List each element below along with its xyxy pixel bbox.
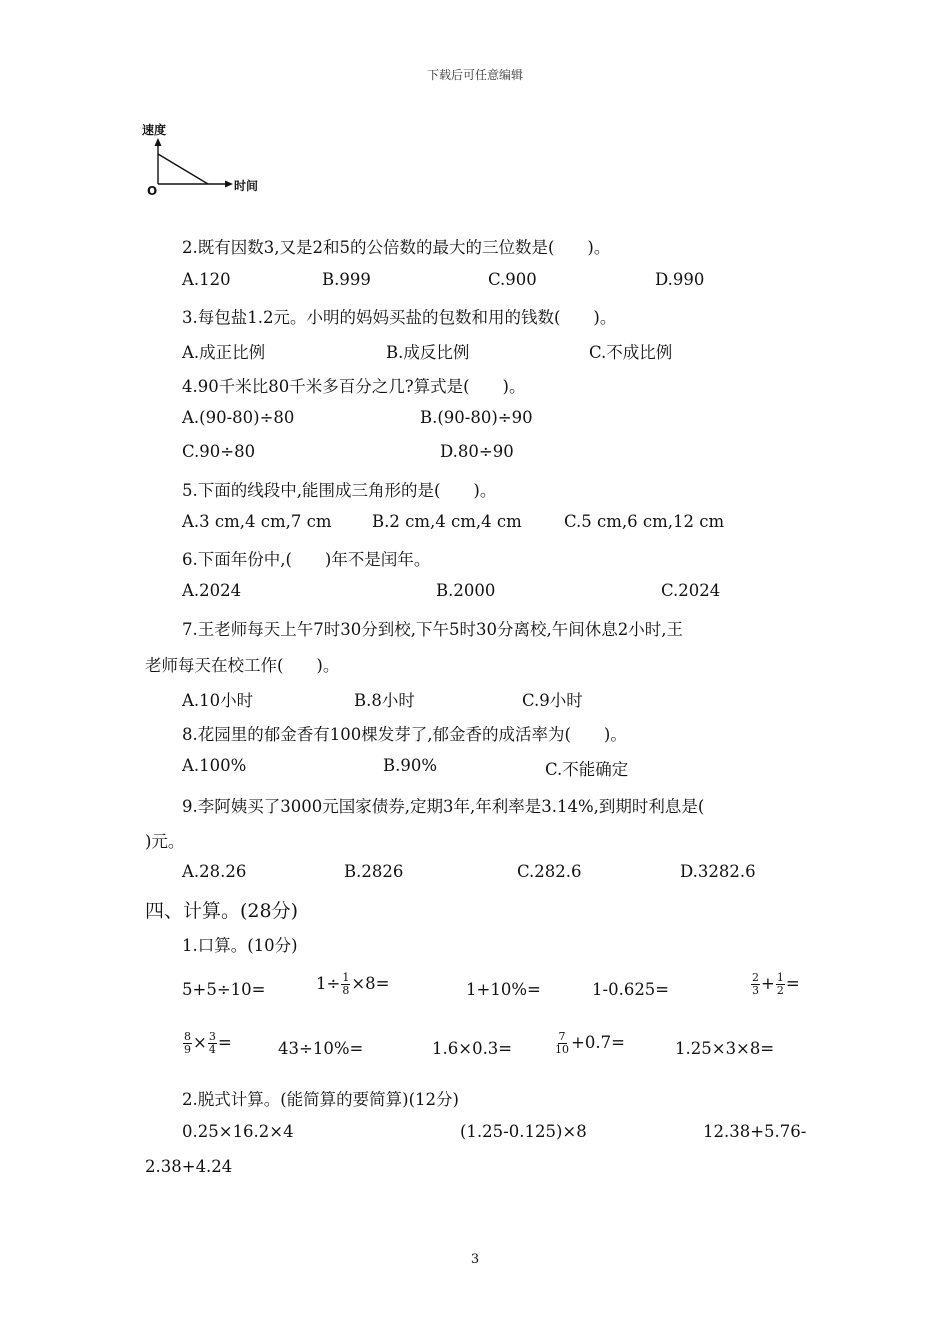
q2-option-c: C.900 — [488, 270, 537, 289]
q5-option-b: B.2 cm,4 cm,4 cm — [372, 512, 522, 531]
denominator: 8 — [342, 984, 350, 997]
q9-option-c: C.282.6 — [517, 862, 582, 881]
operator: × — [193, 1033, 207, 1052]
numerator: 8 — [184, 1030, 191, 1043]
question-9-stem-line1: 9.李阿姨买了3000元国家债券,定期3年,年利率是3.14%,到期时利息是( — [182, 797, 705, 816]
calc-r1-e2 — [316, 972, 389, 997]
q4-option-b: B.(90-80)÷90 — [420, 408, 533, 427]
q7-option-a: A.10小时 — [182, 691, 254, 710]
q6-option-c: C.2024 — [661, 581, 721, 600]
fraction — [554, 1031, 570, 1056]
fraction — [208, 1031, 217, 1056]
q8-option-b: B.90% — [383, 756, 438, 775]
calc-r2-e1 — [182, 1031, 232, 1056]
q8-option-a: A.100% — [182, 756, 247, 775]
fraction — [751, 972, 760, 997]
numerator: 3 — [208, 1030, 216, 1043]
q7-option-b: B.8小时 — [354, 691, 415, 710]
step-calc-e3-line1: 12.38+5.76- — [703, 1122, 807, 1141]
numerator: 7 — [558, 1030, 566, 1043]
fraction — [776, 972, 785, 997]
question-9-stem-line2: )元。 — [145, 832, 185, 851]
q9-option-d: D.3282.6 — [680, 862, 756, 881]
calc-r2-e4-post: +0.7= — [571, 1033, 625, 1052]
equals: = — [217, 1033, 232, 1052]
question-7-stem-line2: 老师每天在校工作( )。 — [145, 656, 340, 675]
q3-option-b: B.成反比例 — [386, 343, 470, 362]
question-5-stem: 5.下面的线段中,能围成三角形的是( )。 — [182, 481, 497, 500]
denominator: 2 — [776, 984, 784, 997]
q6-option-a: A.2024 — [182, 581, 242, 600]
calc-r2-e4 — [553, 1031, 625, 1056]
q4-option-d: D.80÷90 — [440, 442, 514, 461]
calc-r2-e5: 1.25×3×8= — [675, 1039, 775, 1058]
x-axis-label: 时间 — [234, 179, 259, 193]
calc-r1-e2-pre: 1÷ — [316, 974, 341, 993]
step-calc-e3-line2: 2.38+4.24 — [145, 1157, 233, 1176]
denominator: 9 — [184, 1043, 191, 1056]
page-header: 下载后可任意编辑 — [426, 68, 523, 82]
calc-r1-e1: 5+5÷10= — [182, 980, 266, 999]
x-axis-arrow — [225, 181, 233, 188]
question-7-stem-line1: 7.王老师每天上午7时30分到校,下午5时30分离校,午间休息2小时,王 — [182, 620, 683, 639]
denominator: 3 — [752, 984, 759, 997]
y-axis-arrow — [155, 138, 162, 146]
speed-time-graph — [138, 118, 278, 203]
q2-option-a: A.120 — [182, 270, 231, 289]
calc-r1-e2-post: ×8= — [351, 974, 390, 993]
fraction — [341, 972, 350, 997]
part-1-title: 1.口算。(10分) — [182, 936, 298, 955]
denominator: 10 — [555, 1043, 569, 1056]
denominator: 4 — [208, 1043, 216, 1056]
q3-option-c: C.不成比例 — [589, 343, 673, 362]
q4-option-c: C.90÷80 — [182, 442, 256, 461]
calc-r1-e5 — [750, 972, 800, 997]
fraction — [183, 1031, 192, 1056]
q9-option-a: A.28.26 — [182, 862, 247, 881]
step-calc-e2: (1.25-0.125)×8 — [460, 1122, 587, 1141]
step-calc-e1: 0.25×16.2×4 — [182, 1122, 294, 1141]
calc-r2-e2: 43÷10%= — [278, 1039, 364, 1058]
q8-option-c: C.不能确定 — [545, 760, 629, 779]
question-8-stem: 8.花园里的郁金香有100棵发芽了,郁金香的成活率为( )。 — [182, 725, 627, 744]
part-2-title: 2.脱式计算。(能简算的要简算)(12分) — [182, 1090, 459, 1109]
q4-option-a: A.(90-80)÷80 — [182, 408, 295, 427]
q9-option-b: B.2826 — [344, 862, 404, 881]
q5-option-a: A.3 cm,4 cm,7 cm — [182, 512, 332, 531]
numerator: 1 — [776, 971, 784, 984]
q5-option-c: C.5 cm,6 cm,12 cm — [564, 512, 725, 531]
question-6-stem: 6.下面年份中,( )年不是闰年。 — [182, 550, 431, 569]
origin-label: O — [147, 184, 158, 198]
operator: + — [761, 974, 775, 993]
section-4-title: 四、计算。(28分) — [145, 900, 299, 922]
q2-option-b: B.999 — [322, 270, 371, 289]
question-4-stem: 4.90千米比80千米多百分之几?算式是( )。 — [182, 377, 526, 396]
numerator: 2 — [752, 971, 759, 984]
question-3-stem: 3.每包盐1.2元。小明的妈妈买盐的包数和用的钱数( )。 — [182, 308, 617, 327]
q7-option-c: C.9小时 — [522, 691, 583, 710]
q3-option-a: A.成正比例 — [182, 343, 266, 362]
page-number: 3 — [470, 1252, 480, 1267]
calc-r1-e4: 1-0.625= — [592, 980, 670, 999]
speed-line — [158, 154, 208, 184]
q6-option-b: B.2000 — [436, 581, 496, 600]
calc-r2-e3: 1.6×0.3= — [432, 1039, 513, 1058]
y-axis-label: 速度 — [142, 123, 167, 137]
equals: = — [785, 974, 800, 993]
numerator: 1 — [342, 971, 350, 984]
question-2-stem: 2.既有因数3,又是2和5的公倍数的最大的三位数是( )。 — [182, 238, 611, 257]
calc-r1-e3: 1+10%= — [466, 980, 541, 999]
q2-option-d: D.990 — [655, 270, 705, 289]
